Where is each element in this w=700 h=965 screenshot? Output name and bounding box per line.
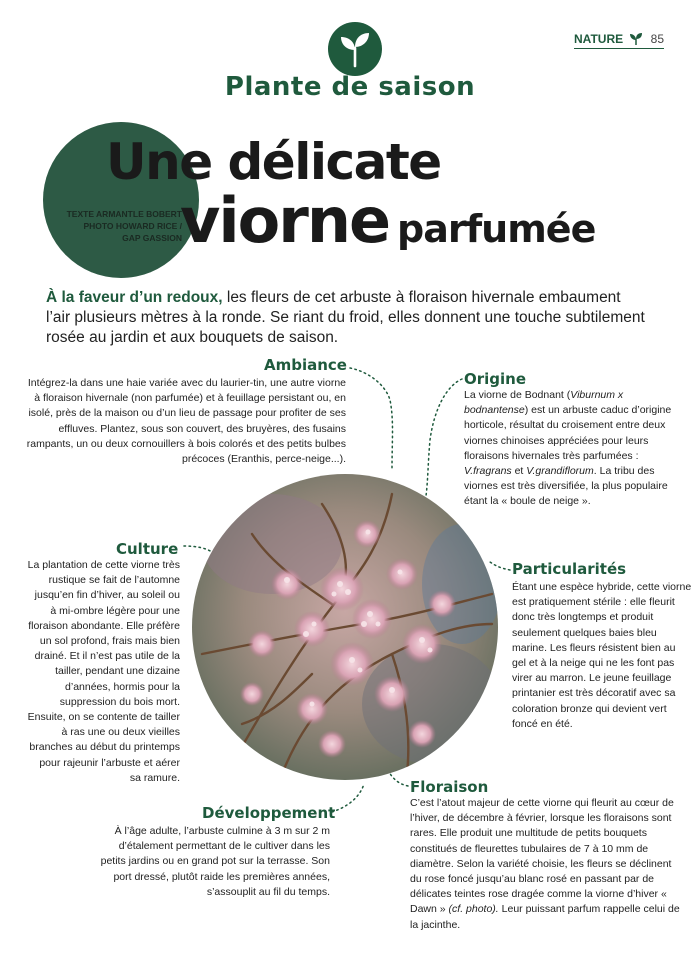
article-title-small: parfumée [397,207,596,251]
connector-culture [184,546,212,552]
text-segment: ) est un arbuste caduc d’origine horticole, résultat du croisement entre deux viornes chinoises appréciées pour leurs floraisons hivernales très parfumées : [464,404,672,462]
article-title-main: viorne [180,184,390,257]
text-italic: V.fragrans [464,465,512,478]
credits [66,208,182,244]
heading-origine: Origine [464,370,527,388]
rubric-label: NATURE [574,32,624,46]
intro-paragraph [46,288,646,348]
page-number: 85 [650,32,664,46]
text-segment: et [511,465,527,478]
connector-developpement [332,784,364,812]
connector-origine [426,379,462,496]
section-title: Plante de saison [224,72,476,102]
text-particularites: Étant une espèce hybride, cette viorne est pratiquement stérile : elle fleurit donc très longtemps et produit seulement quelques baies bleu marine. Les fleurs résistent bien au gel et à la neige qui ne les font pas virer au marron. Le jeune feuillage printanier est très décoratif avec sa coloration bronze qui devient vert foncé en été. [512,581,692,730]
rubric [574,32,664,49]
blossom-photo [192,474,498,780]
article-title-line2 [180,185,595,265]
text-ambiance: Intégrez-la dans une haie variée avec du laurier-tin, une autre viorne à floraison hivernale (non parfumée) et à feuillage persistant ou, en isolé, près de la maison ou d’un lieu de passage pour profiter de ses effluves. Plantez, sous son couvert, des bruyères, des fusains rampants, un ou deux cornouillers à bois colorés et des petits bulbes précoces (Eranthis, perce-neige...). [26,377,346,466]
text-segment: Leur puissant parfum rappelle celui de la jacinthe. [410,903,680,931]
text-floraison [410,796,680,933]
text-developpement: À l’âge adulte, l’arbuste culmine à 3 m sur 2 m d’étalement permettant de le cultiver dans les petits jardins ou en grand pot sur la terrasse. Son port dressé, plutôt raide les premières années, s’assouplit au fil du temps. [100,825,330,898]
heading-ambiance: Ambiance [264,356,347,374]
heading-floraison: Floraison [410,778,489,796]
text-italic: (cf. photo). [448,903,499,916]
text-segment: La viorne de Bodnant ( [464,389,571,401]
seedling-badge [328,22,382,76]
credit-line: PHOTO HOWARD RICE / [83,221,182,231]
heading-developpement: Développement [202,804,336,822]
article-title-line1: Une délicate [106,133,441,191]
sprout-icon [629,32,643,46]
heading-culture: Culture [116,540,179,558]
text-italic: V.grandiflorum [526,465,594,478]
credit-line: GAP GASSION [122,233,182,243]
intro-text: les fleurs de cet arbuste à floraison hivernale embaument l’air plusieurs mètres à la ronde. Se riant du froid, elles donnent une touche subtilement rosée au jardin et aux bouquets de saison. [46,289,645,346]
connector-ambiance [350,368,393,470]
text-segment: C’est l’atout majeur de cette viorne qui fleurit au cœur de l’hiver, de décembre à février, lorsque les floraisons sont rares. Elle produit une multitude de petits bouquets constitués de fleurettes tubulaires de 7 à 10 mm de diamètre. Selon la variété choisie, les fleurs se déclinent du rose foncé jusqu’au blanc rosé en passant par de délicates teintes rose dragée comme la viorne d’hiver « Dawn » [410,797,674,916]
credit-line: TEXTE ARMANTLE BOBERT [66,209,182,219]
seedling-icon [328,22,382,76]
intro-lead: À la faveur d’un redoux, [46,289,223,306]
heading-particularites: Particularités [512,560,627,578]
viburnum-photo-image [192,474,498,780]
text-origine [464,388,684,510]
text-culture: La plantation de cette viorne très rustique se fait de l’automne jusqu’en fin d’hiver, au soleil ou à mi-ombre légère pour une floraison abondante. Elle préfère un sol profond, frais mais bien drainé. Et il n’est pas utile de la tailler, pendant une dizaine d’années, hormis pour la suppression du bois mort. Ensuite, on se contente de tailler à ras une ou deux vieilles branches au début du printemps pour rajeunir l’arbuste et aérer sa ramure. [27,559,180,784]
text-italic: Viburnum x bodnantense [464,389,624,417]
connector-particularites [490,562,510,570]
text-segment: . La tribu des viornes est très diversifiée, la plus populaire étant la « boule de neige ». [464,465,668,508]
